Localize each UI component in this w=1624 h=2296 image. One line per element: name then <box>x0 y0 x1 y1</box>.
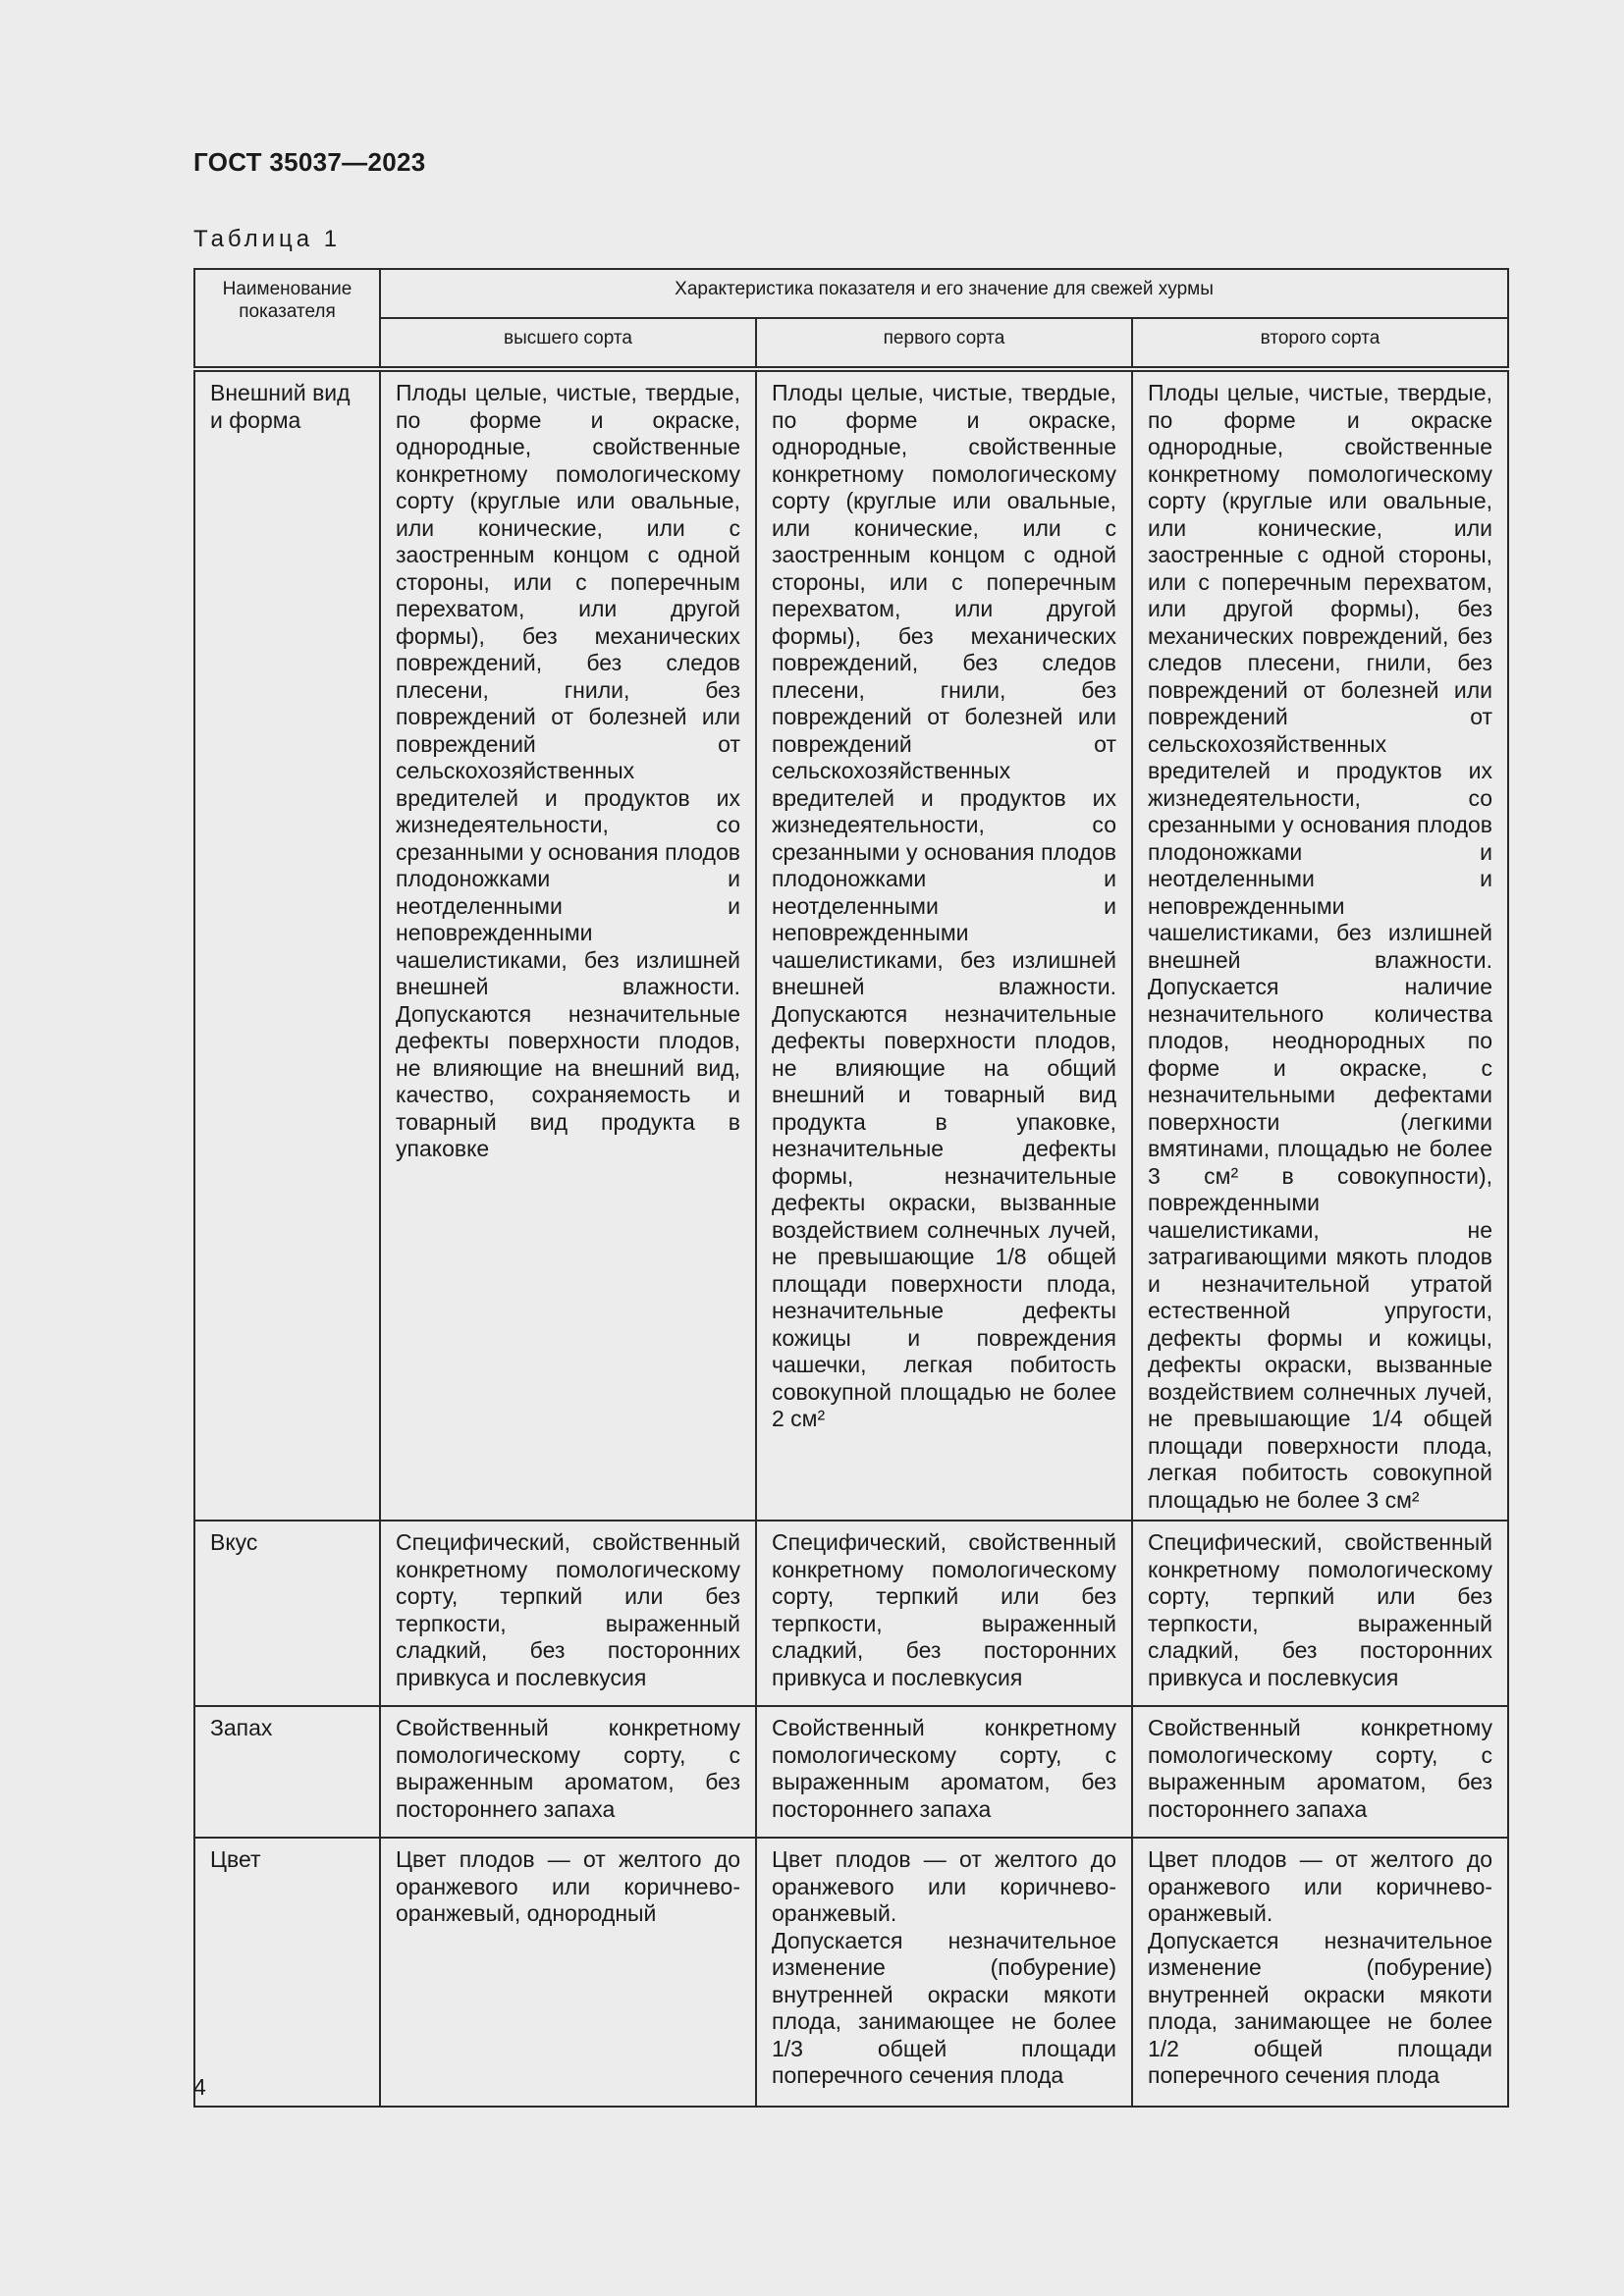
cell-color-first: Цвет плодов — от желтого до оранжевого или коричнево-оранжевый. Допускается незначительное изменение (побурение) внутренней окраски мякоти плода, занимающее не более 1/3 общей площади поперечного сечения плода <box>756 1838 1132 2107</box>
table-subheader-row <box>194 318 1508 369</box>
row-name-smell: Запах <box>194 1706 380 1838</box>
header-characteristic: Характеристика показателя и его значение для свежей хурмы <box>380 269 1508 318</box>
cell-taste-second: Специфический, свойственный конкретному помологическому сорту, терпкий или без терпкости, выраженный сладкий, без посторонних привкуса и послевкусия <box>1132 1521 1508 1706</box>
header-indicator-name: Наименование показателя <box>194 269 380 369</box>
cell-taste-first: Специфический, свойственный конкретному помологическому сорту, терпкий или без терпкости, выраженный сладкий, без посторонних привкуса и послевкусия <box>756 1521 1132 1706</box>
table-wrapper <box>193 268 1507 2108</box>
page-number: 4 <box>193 2074 206 2100</box>
table-row-taste <box>194 1521 1508 1706</box>
table-header-row <box>194 269 1508 318</box>
header-grade-first: первого сорта <box>756 318 1132 369</box>
row-name-color: Цвет <box>194 1838 380 2107</box>
header-grade-second: второго сорта <box>1132 318 1508 369</box>
specification-table <box>193 268 1509 2108</box>
table-row-appearance <box>194 369 1508 1521</box>
cell-taste-premium: Специфический, свойственный конкретному помологическому сорту, терпкий или без терпкости, выраженный сладкий, без посторонних привкуса и послевкусия <box>380 1521 756 1706</box>
cell-smell-premium: Свойственный конкретному помологическому сорту, с выраженным ароматом, без постороннего запаха <box>380 1706 756 1838</box>
table-caption: Таблица 1 <box>193 226 342 252</box>
cell-smell-first: Свойственный конкретному помологическому сорту, с выраженным ароматом, без постороннего запаха <box>756 1706 1132 1838</box>
table-row-smell <box>194 1706 1508 1838</box>
row-name-appearance: Внешний вид и форма <box>194 369 380 1521</box>
cell-appearance-premium: Плоды целые, чистые, твердые, по форме и окраске, однородные, свойственные конкретному помологическому сорту (круглые или овальные, или конические, или с заостренным концом с одной стороны, или с поперечным перехватом, или другой формы), без механических повреждений, без следов плесени, гнили, без повреждений от болезней или повреждений от сельскохозяйственных вредителей и продуктов их жизнедеятельности, со срезанными у основания плодов плодоножками и неотделенными и неповрежденными чашелистиками, без излишней внешней влажности. Допускаются незначительные дефекты поверхности плодов, не влияющие на внешний вид, качество, сохраняемость и товарный вид продукта в упаковке <box>380 369 756 1521</box>
table-row-color <box>194 1838 1508 2107</box>
cell-smell-second: Свойственный конкретному помологическому сорту, с выраженным ароматом, без постороннего запаха <box>1132 1706 1508 1838</box>
cell-appearance-first: Плоды целые, чистые, твердые, по форме и окраске, однородные, свойственные конкретному помологическому сорту (круглые или овальные, или конические, или с заостренным концом с одной стороны, или с поперечным перехватом, или другой формы), без механических повреждений, без следов плесени, гнили, без повреждений от болезней или повреждений от сельскохозяйственных вредителей и продуктов их жизнедеятельности, со срезанными у основания плодов плодоножками и неотделенными и неповрежденными чашелистиками, без излишней внешней влажности. Допускаются незначительные дефекты поверхности плодов, не влияющие на общий внешний и товарный вид продукта в упаковке, незначительные дефекты формы, незначительные дефекты окраски, вызванные воздействием солнечных лучей, не превышающие 1/8 общей площади поверхности плода, незначительные дефекты кожицы и повреждения чашечки, легкая побитость совокупной площадью не более 2 см² <box>756 369 1132 1521</box>
cell-appearance-second: Плоды целые, чистые, твердые, по форме и окраске однородные, свойственные конкретному помологическому сорту (круглые или овальные, или конические, или заостренные с одной стороны, или с поперечным перехватом, или другой формы), без механических повреждений, без следов плесени, гнили, без повреждений от болезней или повреждений от сельскохозяйственных вредителей и продуктов их жизнедеятельности, со срезанными у основания плодов плодоножками и неотделенными и неповрежденными чашелистиками, без излишней внешней влажности. Допускается наличие незначительного количества плодов, неоднородных по форме и окраске, с незначительными дефектами поверхности (легкими вмятинами, площадью не более 3 см² в совокупности), поврежденными чашелистиками, не затрагивающими мякоть плодов и незначительной утратой естественной упругости, дефекты формы и кожицы, дефекты окраски, вызванные воздействием солнечных лучей, не превышающие 1/4 общей площади поверхности плода, легкая побитость совокупной площадью не более 3 см² <box>1132 369 1508 1521</box>
cell-color-premium: Цвет плодов — от желтого до оранжевого или коричнево-оранжевый, однородный <box>380 1838 756 2107</box>
row-name-taste: Вкус <box>194 1521 380 1706</box>
header-grade-premium: высшего сорта <box>380 318 756 369</box>
cell-color-second: Цвет плодов — от желтого до оранжевого или коричнево-оранжевый. Допускается незначительное изменение (побурение) внутренней окраски мякоти плода, занимающее не более 1/2 общей площади поперечного сечения плода <box>1132 1838 1508 2107</box>
document-title: ГОСТ 35037—2023 <box>193 147 426 177</box>
